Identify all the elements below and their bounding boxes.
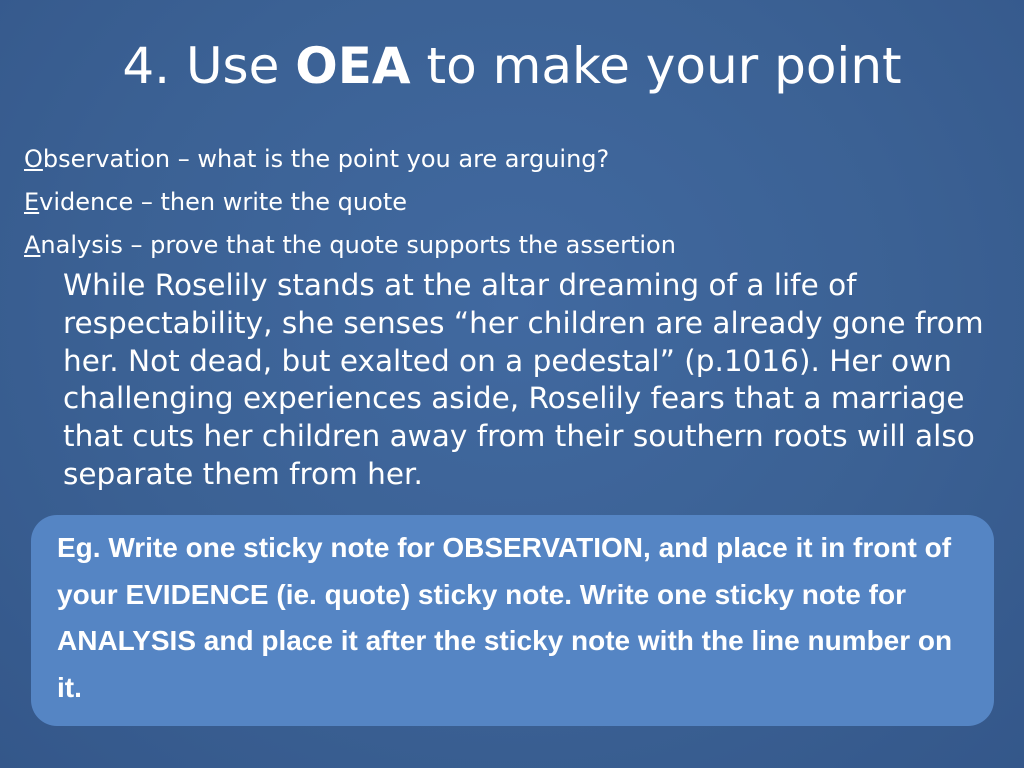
oea-list — [24, 138, 1004, 267]
instruction-text: Eg. Write one sticky note for OBSERVATION, and place it in front of your EVIDENCE (ie. quote) sticky note. Write one sticky note for ANALYSIS and place it after the sticky note with the line number on it. — [57, 532, 953, 703]
oea-item-observation — [24, 138, 1004, 181]
oea-text: bservation – what is the point you are arguing? — [42, 145, 610, 173]
title-prefix: 4. Use — [122, 37, 296, 95]
oea-letter: A — [24, 231, 41, 259]
oea-item-evidence — [24, 181, 1004, 224]
oea-letter: E — [24, 188, 40, 216]
oea-item-analysis — [24, 224, 1004, 267]
oea-letter: O — [24, 145, 43, 173]
title-emphasis: OEA — [295, 37, 411, 95]
oea-text: vidence – then write the quote — [39, 188, 407, 216]
instruction-box — [31, 515, 994, 726]
slide-title — [0, 30, 1024, 102]
title-suffix: to make your point — [410, 37, 902, 95]
oea-text: nalysis – prove that the quote supports the assertion — [40, 231, 676, 259]
example-paragraph: While Roselily stands at the altar dreaming of a life of respectability, she senses “her children are already gone from her. Not dead, but exalted on a pedestal” (p.1016). Her own challenging experiences aside, Roselily fears that a marriage that cuts her children away from their southern roots will also separate them from her. — [63, 268, 984, 491]
